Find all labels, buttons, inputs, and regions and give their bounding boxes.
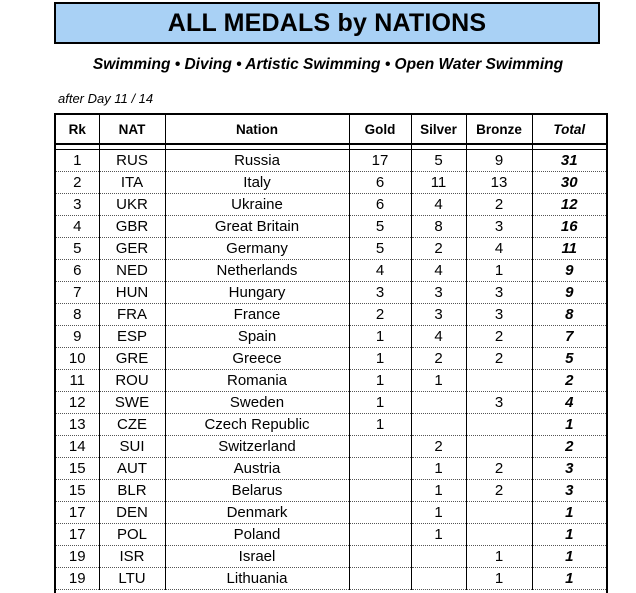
total-cell: 5 — [532, 348, 606, 370]
rank-cell: 4 — [56, 216, 99, 238]
table-row — [56, 172, 606, 194]
rank-cell: 1 — [56, 150, 99, 172]
nation-cell: Switzerland — [165, 436, 349, 458]
bronze-cell: 3 — [466, 304, 532, 326]
nat-code-cell: LTU — [99, 568, 165, 590]
bronze-cell — [466, 414, 532, 436]
table-row — [56, 502, 606, 524]
total-cell: 3 — [532, 458, 606, 480]
bronze-cell: 9 — [466, 150, 532, 172]
nation-cell: Greece — [165, 348, 349, 370]
nat-code-cell: SUI — [99, 436, 165, 458]
gold-cell: 1 — [349, 370, 411, 392]
header-total: Total — [532, 115, 606, 144]
nat-code-cell: ROU — [99, 370, 165, 392]
nat-code-cell: RUS — [99, 150, 165, 172]
table-row — [56, 392, 606, 414]
page-title: ALL MEDALS by NATIONS — [54, 2, 600, 44]
silver-cell — [411, 546, 466, 568]
nat-code-cell: SWE — [99, 392, 165, 414]
bronze-cell: 2 — [466, 458, 532, 480]
rank-cell: 6 — [56, 260, 99, 282]
rank-cell: 15 — [56, 480, 99, 502]
table-row — [56, 568, 606, 590]
bronze-cell: 3 — [466, 216, 532, 238]
nat-code-cell: HUN — [99, 282, 165, 304]
silver-cell: 3 — [411, 304, 466, 326]
silver-cell — [411, 568, 466, 590]
bronze-cell: 3 — [466, 282, 532, 304]
bronze-cell: 13 — [466, 172, 532, 194]
rank-cell: 5 — [56, 238, 99, 260]
gold-cell — [349, 458, 411, 480]
silver-cell: 1 — [411, 524, 466, 546]
header-rk: Rk — [56, 115, 99, 144]
nat-code-cell: BLR — [99, 480, 165, 502]
silver-cell: 1 — [411, 502, 466, 524]
header-nat: NAT — [99, 115, 165, 144]
nat-code-cell: FRA — [99, 304, 165, 326]
rank-cell: 2 — [56, 172, 99, 194]
total-cell: 2 — [532, 436, 606, 458]
gold-cell: 3 — [349, 282, 411, 304]
bronze-cell: 1 — [466, 260, 532, 282]
nation-cell: Netherlands — [165, 260, 349, 282]
nat-code-cell: DEN — [99, 502, 165, 524]
total-cell: 1 — [532, 568, 606, 590]
total-cell: 1 — [532, 524, 606, 546]
silver-cell: 5 — [411, 150, 466, 172]
table-row — [56, 480, 606, 502]
total-cell: 31 — [532, 150, 606, 172]
silver-cell: 1 — [411, 458, 466, 480]
silver-cell — [411, 392, 466, 414]
nation-cell: Czech Republic — [165, 414, 349, 436]
nation-cell: Sweden — [165, 392, 349, 414]
nat-code-cell: ITA — [99, 172, 165, 194]
rank-cell: 14 — [56, 436, 99, 458]
total-cell: 11 — [532, 238, 606, 260]
table-row — [56, 414, 606, 436]
gold-cell — [349, 546, 411, 568]
medal-table — [56, 115, 606, 590]
nation-cell: Ukraine — [165, 194, 349, 216]
table-row — [56, 304, 606, 326]
total-cell: 9 — [532, 282, 606, 304]
silver-cell: 1 — [411, 480, 466, 502]
silver-cell: 2 — [411, 238, 466, 260]
header-nation: Nation — [165, 115, 349, 144]
rank-cell: 15 — [56, 458, 99, 480]
table-row — [56, 238, 606, 260]
bronze-cell: 2 — [466, 194, 532, 216]
silver-cell: 3 — [411, 282, 466, 304]
table-row — [56, 436, 606, 458]
gold-cell — [349, 568, 411, 590]
table-row — [56, 458, 606, 480]
gold-cell — [349, 436, 411, 458]
rank-cell: 17 — [56, 502, 99, 524]
rank-cell: 11 — [56, 370, 99, 392]
total-cell: 8 — [532, 304, 606, 326]
gold-cell: 1 — [349, 392, 411, 414]
table-row — [56, 524, 606, 546]
table-body — [56, 144, 606, 590]
bronze-cell: 2 — [466, 326, 532, 348]
nat-code-cell: NED — [99, 260, 165, 282]
header-silver: Silver — [411, 115, 466, 144]
gold-cell: 1 — [349, 326, 411, 348]
rank-cell: 12 — [56, 392, 99, 414]
rank-cell: 19 — [56, 568, 99, 590]
rank-cell: 7 — [56, 282, 99, 304]
silver-cell: 4 — [411, 194, 466, 216]
total-cell: 30 — [532, 172, 606, 194]
silver-cell: 1 — [411, 370, 466, 392]
rank-cell: 3 — [56, 194, 99, 216]
table-row — [56, 370, 606, 392]
total-cell: 7 — [532, 326, 606, 348]
nation-cell: Belarus — [165, 480, 349, 502]
gold-cell: 1 — [349, 348, 411, 370]
nation-cell: Germany — [165, 238, 349, 260]
nation-cell: Romania — [165, 370, 349, 392]
bronze-cell — [466, 436, 532, 458]
table-row — [56, 546, 606, 568]
total-cell: 4 — [532, 392, 606, 414]
nat-code-cell: CZE — [99, 414, 165, 436]
gold-cell: 4 — [349, 260, 411, 282]
bronze-cell — [466, 524, 532, 546]
total-cell: 12 — [532, 194, 606, 216]
nation-cell: Poland — [165, 524, 349, 546]
nation-cell: Great Britain — [165, 216, 349, 238]
nat-code-cell: GRE — [99, 348, 165, 370]
rank-cell: 19 — [56, 546, 99, 568]
rank-cell: 10 — [56, 348, 99, 370]
nation-cell: Israel — [165, 546, 349, 568]
nat-code-cell: POL — [99, 524, 165, 546]
table-row — [56, 326, 606, 348]
total-cell: 3 — [532, 480, 606, 502]
silver-cell: 4 — [411, 326, 466, 348]
header-gold: Gold — [349, 115, 411, 144]
bronze-cell: 1 — [466, 568, 532, 590]
bronze-cell: 2 — [466, 480, 532, 502]
total-cell: 9 — [532, 260, 606, 282]
bronze-cell: 1 — [466, 546, 532, 568]
gold-cell: 17 — [349, 150, 411, 172]
gold-cell: 5 — [349, 238, 411, 260]
nation-cell: Russia — [165, 150, 349, 172]
bronze-cell: 4 — [466, 238, 532, 260]
subtitle: Swimming • Diving • Artistic Swimming • Open Water Swimming — [92, 56, 564, 73]
header-bronze: Bronze — [466, 115, 532, 144]
bronze-cell: 2 — [466, 348, 532, 370]
medal-table-container — [54, 113, 608, 593]
silver-cell: 2 — [411, 436, 466, 458]
nation-cell: Spain — [165, 326, 349, 348]
rank-cell: 9 — [56, 326, 99, 348]
nat-code-cell: GER — [99, 238, 165, 260]
bronze-cell — [466, 370, 532, 392]
nation-cell: Austria — [165, 458, 349, 480]
table-row — [56, 348, 606, 370]
gold-cell — [349, 502, 411, 524]
total-cell: 1 — [532, 546, 606, 568]
day-label: after Day 11 / 14 — [58, 91, 154, 106]
nation-cell: France — [165, 304, 349, 326]
nat-code-cell: ESP — [99, 326, 165, 348]
nation-cell: Italy — [165, 172, 349, 194]
table-row — [56, 194, 606, 216]
table-row — [56, 150, 606, 172]
total-cell: 2 — [532, 370, 606, 392]
table-row — [56, 282, 606, 304]
nat-code-cell: GBR — [99, 216, 165, 238]
nat-code-cell: AUT — [99, 458, 165, 480]
table-header — [56, 115, 606, 144]
table-row — [56, 260, 606, 282]
total-cell: 16 — [532, 216, 606, 238]
gold-cell: 5 — [349, 216, 411, 238]
gold-cell: 6 — [349, 194, 411, 216]
gold-cell: 1 — [349, 414, 411, 436]
silver-cell — [411, 414, 466, 436]
silver-cell: 2 — [411, 348, 466, 370]
gold-cell — [349, 524, 411, 546]
silver-cell: 11 — [411, 172, 466, 194]
gold-cell: 6 — [349, 172, 411, 194]
bronze-cell — [466, 502, 532, 524]
gold-cell: 2 — [349, 304, 411, 326]
silver-cell: 8 — [411, 216, 466, 238]
nat-code-cell: UKR — [99, 194, 165, 216]
rank-cell: 8 — [56, 304, 99, 326]
bronze-cell: 3 — [466, 392, 532, 414]
nation-cell: Hungary — [165, 282, 349, 304]
total-cell: 1 — [532, 414, 606, 436]
silver-cell: 4 — [411, 260, 466, 282]
rank-cell: 13 — [56, 414, 99, 436]
rank-cell: 17 — [56, 524, 99, 546]
nat-code-cell: ISR — [99, 546, 165, 568]
nation-cell: Denmark — [165, 502, 349, 524]
table-row — [56, 216, 606, 238]
total-cell: 1 — [532, 502, 606, 524]
nation-cell: Lithuania — [165, 568, 349, 590]
gold-cell — [349, 480, 411, 502]
